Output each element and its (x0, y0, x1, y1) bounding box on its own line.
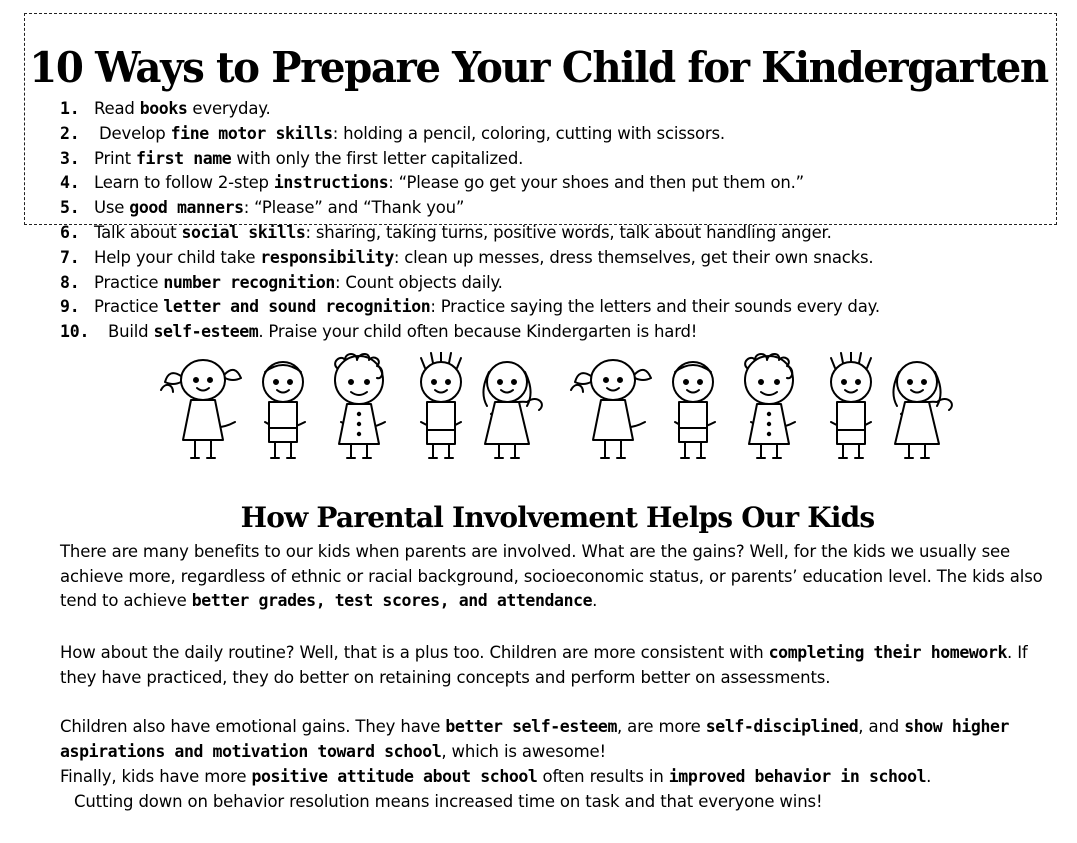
kids-holding-hands-illustration-left (155, 352, 555, 466)
list-item: 3. Print first name with only the first letter capitalized. (60, 148, 524, 168)
girl-figure-6 (893, 362, 940, 458)
boy-figure-2 (421, 352, 461, 458)
girl-figure-1 (165, 360, 241, 458)
list-item: 5. Use good manners: “Please” and “Thank you” (60, 198, 465, 218)
kids-holding-hands-illustration-right (565, 352, 965, 466)
tips-list (60, 97, 1060, 345)
girl-figure-2 (335, 354, 383, 458)
list-item: 9. Practice letter and sound recognition: Practice saying the letters and their sounds every day. (60, 297, 880, 317)
section-title: How Parental Involvement Helps Our Kids (240, 501, 875, 534)
paragraph-attitude: Finally, kids have more positive attitude about school often results in improved behavior in school. Cutting down on behavior resolution means increased time on task and that everyone wins! (60, 767, 932, 811)
paragraph-emotional-gains: Children also have emotional gains. They have better self-esteem, are more self-disciplined, and show higher aspirations and motivation toward school, which is awesome! (60, 717, 1010, 761)
list-item: 2. Develop fine motor skills: holding a pencil, coloring, cutting with scissors. (60, 123, 725, 143)
list-item: 10. Build self-esteem. Praise your child often because Kindergarten is hard! (60, 322, 698, 342)
paragraph-benefits: There are many benefits to our kids when parents are involved. What are the gains? Well, for the kids we usually see achieve more, regardless of ethnic or racial background, socioeconomic status, or parents’ education level. The kids also tend to achieve better grades, test scores, and attendance. (60, 542, 1043, 610)
list-item: 8. Practice number recognition: Count objects daily. (60, 272, 503, 292)
girl-figure-3 (483, 362, 530, 458)
list-item: 4. Learn to follow 2-step instructions: “Please go get your shoes and then put them on.” (60, 173, 805, 193)
list-item: 1. Read books everyday. (60, 99, 271, 118)
boy-figure-4 (831, 352, 871, 458)
girl-figure-5 (745, 354, 793, 458)
page-title: 10 Ways to Prepare Your Child for Kindergarten (29, 43, 1048, 92)
boy-figure-3 (673, 362, 713, 458)
paragraph-daily-routine: How about the daily routine? Well, that is a plus too. Children are more consistent with completing their homework. If they have practiced, they do better on retaining concepts and perform better on assessments. (60, 643, 1028, 687)
boy-figure-1 (263, 362, 303, 458)
list-item: 6. Talk about social skills: sharing, taking turns, positive words, talk about handling anger. (60, 222, 832, 242)
girl-figure-4 (575, 360, 651, 458)
list-item: 7. Help your child take responsibility: clean up messes, dress themselves, get their own snacks. (60, 247, 874, 267)
